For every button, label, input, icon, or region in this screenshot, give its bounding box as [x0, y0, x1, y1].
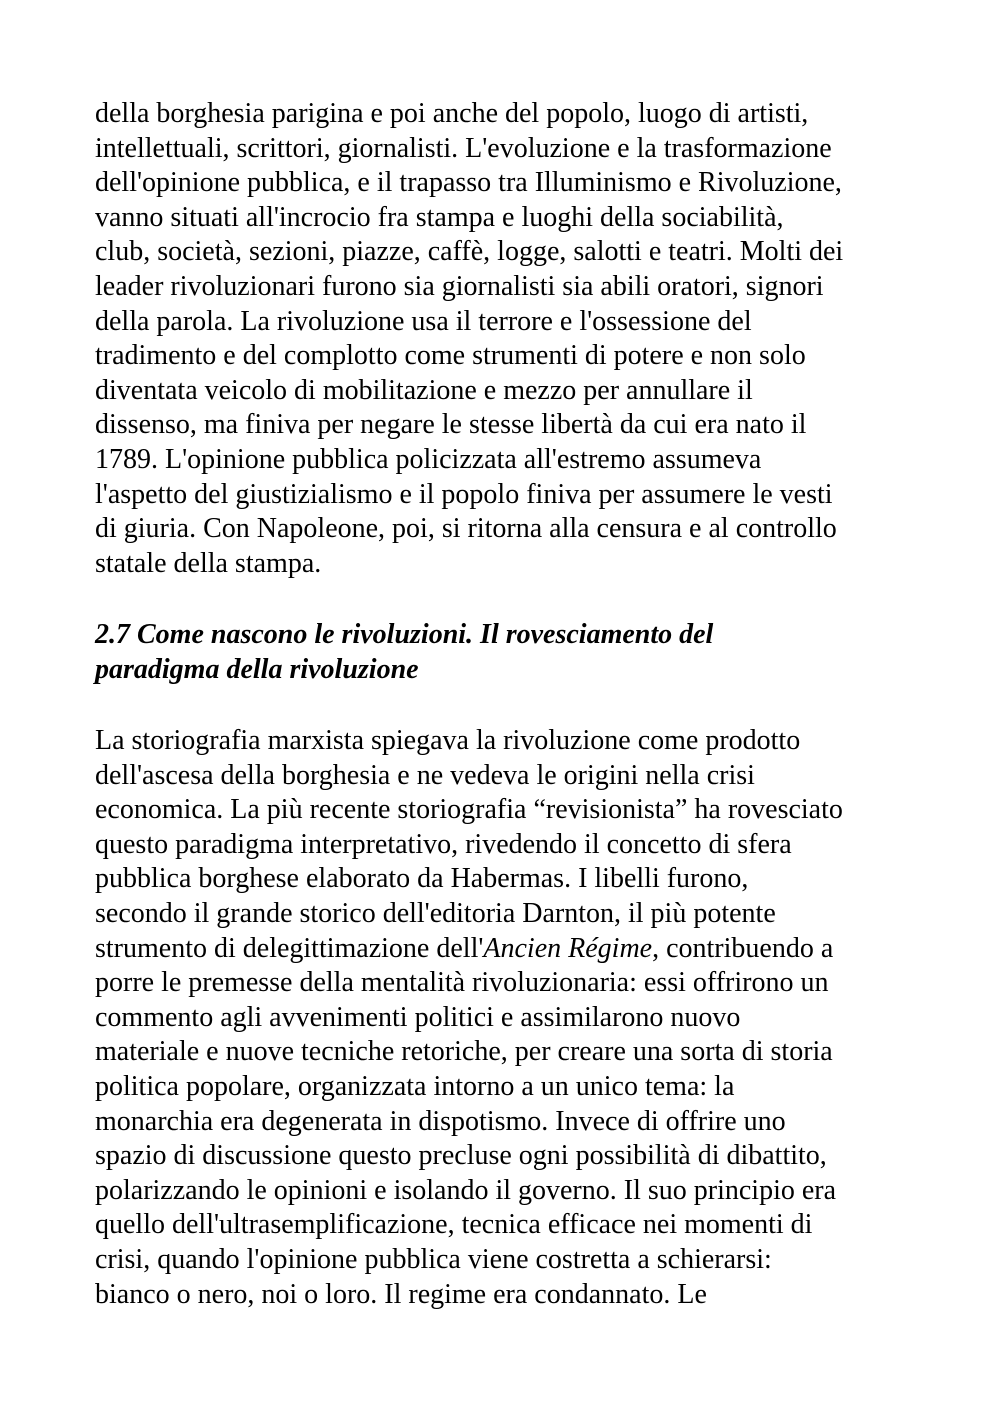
- text-line: questo paradigma interpretativo, rivedendo il concetto di sfera: [95, 828, 792, 860]
- text-line: l'aspetto del giustizialismo e il popolo finiva per assumere le vesti: [95, 478, 833, 510]
- body-paragraph-1: [95, 97, 925, 581]
- text-line: tradimento e del complotto come strumenti di potere e non solo: [95, 340, 806, 372]
- italic-term: Ancien Régime: [483, 932, 653, 964]
- heading-line: 2.7 Come nascono le rivoluzioni. Il rovesciamento del: [95, 619, 714, 650]
- text-line: bianco o nero, noi o loro. Il regime era condannato. Le: [95, 1278, 707, 1310]
- text-line: intellettuali, scrittori, giornalisti. L'evoluzione e la trasformazione: [95, 132, 832, 164]
- text-line-with-italic: [95, 932, 925, 967]
- line-text-after: , contribuendo a: [652, 932, 834, 964]
- text-line: pubblica borghese elaborato da Habermas. I libelli furono,: [95, 863, 749, 895]
- text-line: dell'opinione pubblica, e il trapasso tra Illuminismo e Rivoluzione,: [95, 167, 842, 199]
- text-line: della borghesia parigina e poi anche del popolo, luogo di artisti,: [95, 98, 809, 129]
- text-line: economica. La più recente storiografia “revisionista” ha rovesciato: [95, 794, 843, 826]
- text-line: polarizzando le opinioni e isolando il governo. Il suo principio era: [95, 1174, 837, 1206]
- text-line: club, società, sezioni, piazze, caffè, logge, salotti e teatri. Molti dei: [95, 236, 844, 268]
- text-line: 1789. L'opinione pubblica policizzata all'estremo assumeva: [95, 443, 762, 475]
- text-line: porre le premesse della mentalità rivoluzionaria: essi offrirono un: [95, 967, 829, 999]
- text-line: quello dell'ultrasemplificazione, tecnica efficace nei momenti di: [95, 1209, 813, 1241]
- body-paragraph-2: [95, 724, 925, 1312]
- heading-line: paradigma della rivoluzione: [95, 654, 419, 685]
- text-line: spazio di discussione questo precluse ogni possibilità di dibattito,: [95, 1140, 827, 1172]
- text-line: monarchia era degenerata in dispotismo. Invece di offrire uno: [95, 1105, 786, 1137]
- text-line: commento agli avvenimenti politici e assimilarono nuovo: [95, 1001, 741, 1033]
- text-line: leader rivoluzionari furono sia giornalisti sia abili oratori, signori: [95, 270, 824, 302]
- text-line: La storiografia marxista spiegava la rivoluzione come prodotto: [95, 725, 801, 756]
- text-line: di giuria. Con Napoleone, poi, si ritorna alla censura e al controllo: [95, 513, 837, 545]
- text-line: statale della stampa.: [95, 547, 322, 579]
- text-line: della parola. La rivoluzione usa il terrore e l'ossessione del: [95, 305, 752, 337]
- text-line: diventata veicolo di mobilitazione e mezzo per annullare il: [95, 374, 753, 406]
- line-text-before: strumento di delegittimazione dell': [95, 932, 484, 964]
- section-heading: [95, 617, 925, 687]
- text-line: vanno situati all'incrocio fra stampa e luoghi della sociabilità,: [95, 201, 784, 233]
- text-line: secondo il grande storico dell'editoria Darnton, il più potente: [95, 897, 776, 929]
- text-line: materiale e nuove tecniche retoriche, per creare una sorta di storia: [95, 1036, 833, 1068]
- text-line: politica popolare, organizzata intorno a un unico tema: la: [95, 1070, 735, 1102]
- text-line: dell'ascesa della borghesia e ne vedeva le origini nella crisi: [95, 759, 755, 791]
- text-line: dissenso, ma finiva per negare le stesse libertà da cui era nato il: [95, 409, 807, 441]
- text-line: crisi, quando l'opinione pubblica viene costretta a schierarsi:: [95, 1243, 772, 1275]
